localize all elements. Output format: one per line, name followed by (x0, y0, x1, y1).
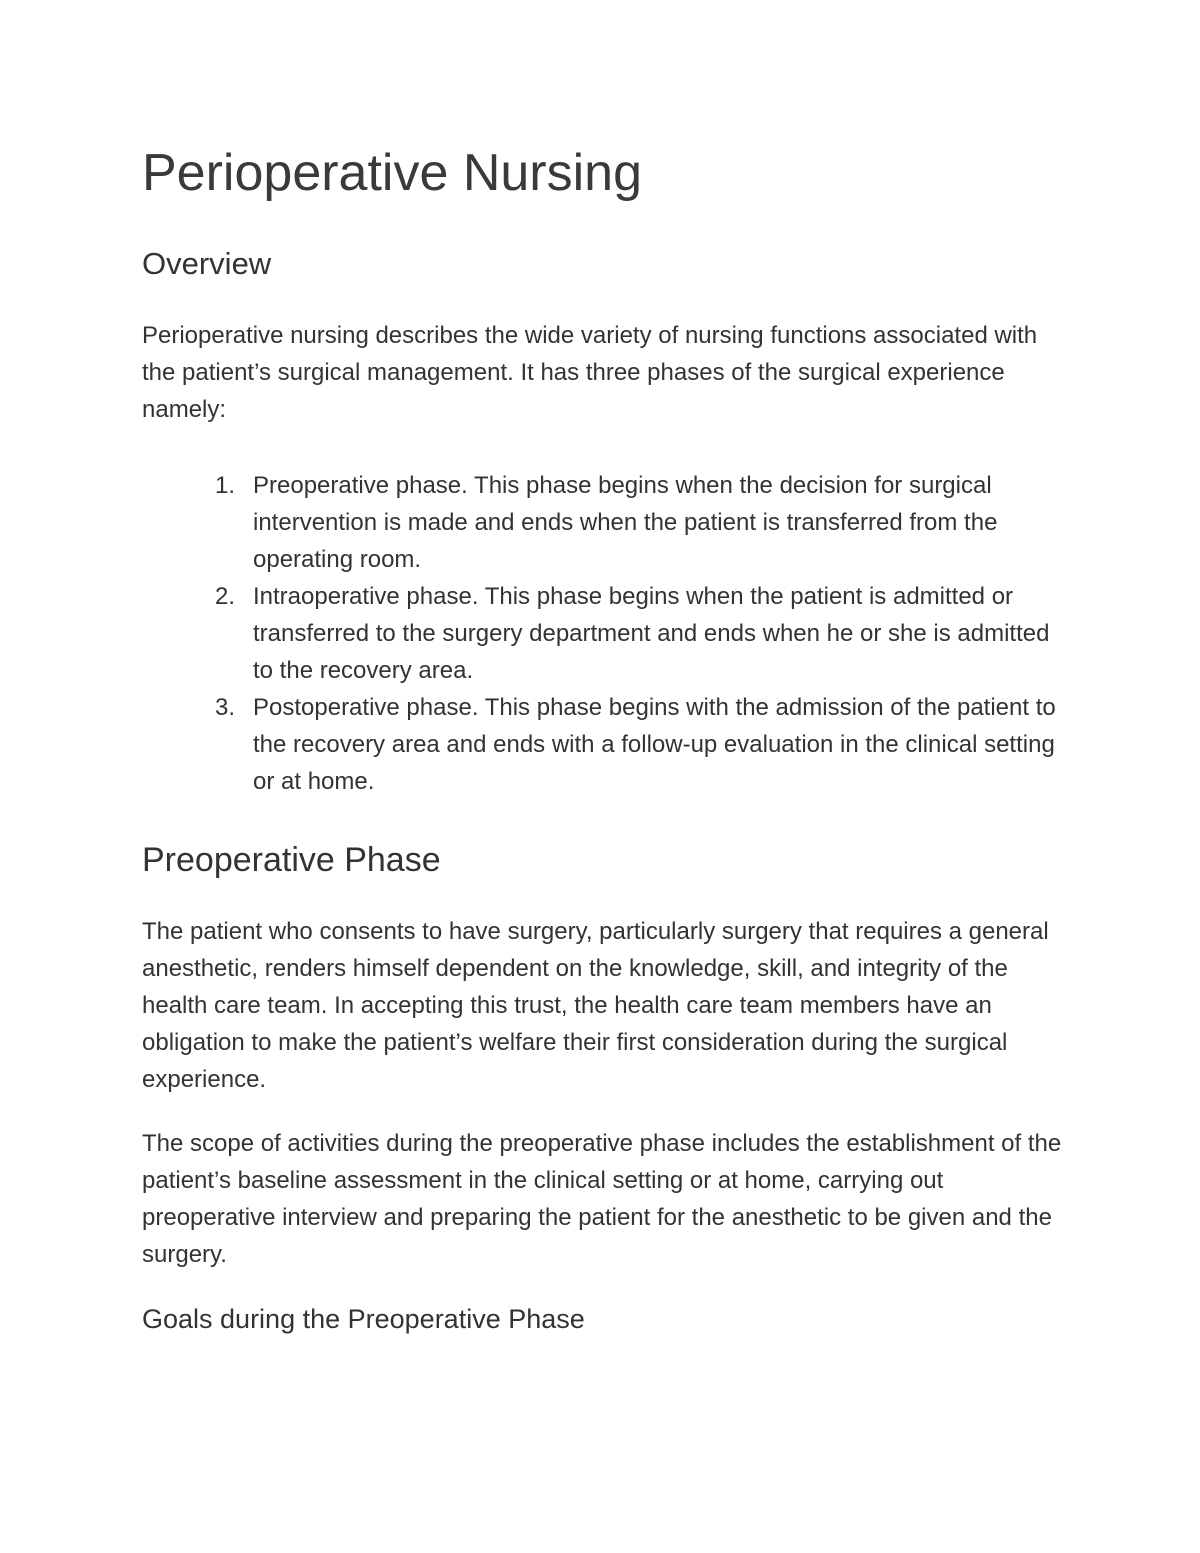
list-item-text: Postoperative phase. This phase begins with the admission of the patient to the recovery area and ends with a follow-up evaluation in the clinical setting or at home. (253, 694, 1056, 795)
preoperative-paragraph-1: The patient who consents to have surgery, particularly surgery that requires a general anesthetic, renders himself dependent on the knowledge, skill, and integrity of the health care team. In accepting this trust, the health care team members have an obligation to make the patient’s welfare their first consideration during the surgical experience. (142, 918, 1049, 1093)
list-number: 3. (215, 694, 236, 721)
preoperative-heading: Preoperative Phase (142, 841, 441, 879)
list-item-text: Preoperative phase. This phase begins when the decision for surgical intervention is made and ends when the patient is transferred from the operating room. (253, 472, 998, 573)
list-item (142, 467, 1062, 578)
list-number: 2. (215, 583, 236, 610)
list-number: 1. (215, 472, 236, 499)
list-item-text: Intraoperative phase. This phase begins when the patient is admitted or transferred to the surgery department and ends when he or she is admitted to the recovery area. (253, 583, 1050, 684)
document-title: Perioperative Nursing (142, 144, 643, 202)
list-item (142, 689, 1062, 800)
preoperative-paragraph-2: The scope of activities during the preoperative phase includes the establishment of the patient’s baseline assessment in the clinical setting or at home, carrying out preoperative interview and preparing the patient for the anesthetic to be given and the surgery. (142, 1130, 1062, 1268)
goals-subheading: Goals during the Preoperative Phase (142, 1304, 585, 1334)
overview-heading: Overview (142, 246, 272, 281)
overview-paragraph: Perioperative nursing describes the wide variety of nursing functions associated with the patient’s surgical management. It has three phases of the surgical experience namely: (142, 322, 1038, 423)
phases-list (142, 467, 1062, 800)
list-item (142, 578, 1062, 689)
